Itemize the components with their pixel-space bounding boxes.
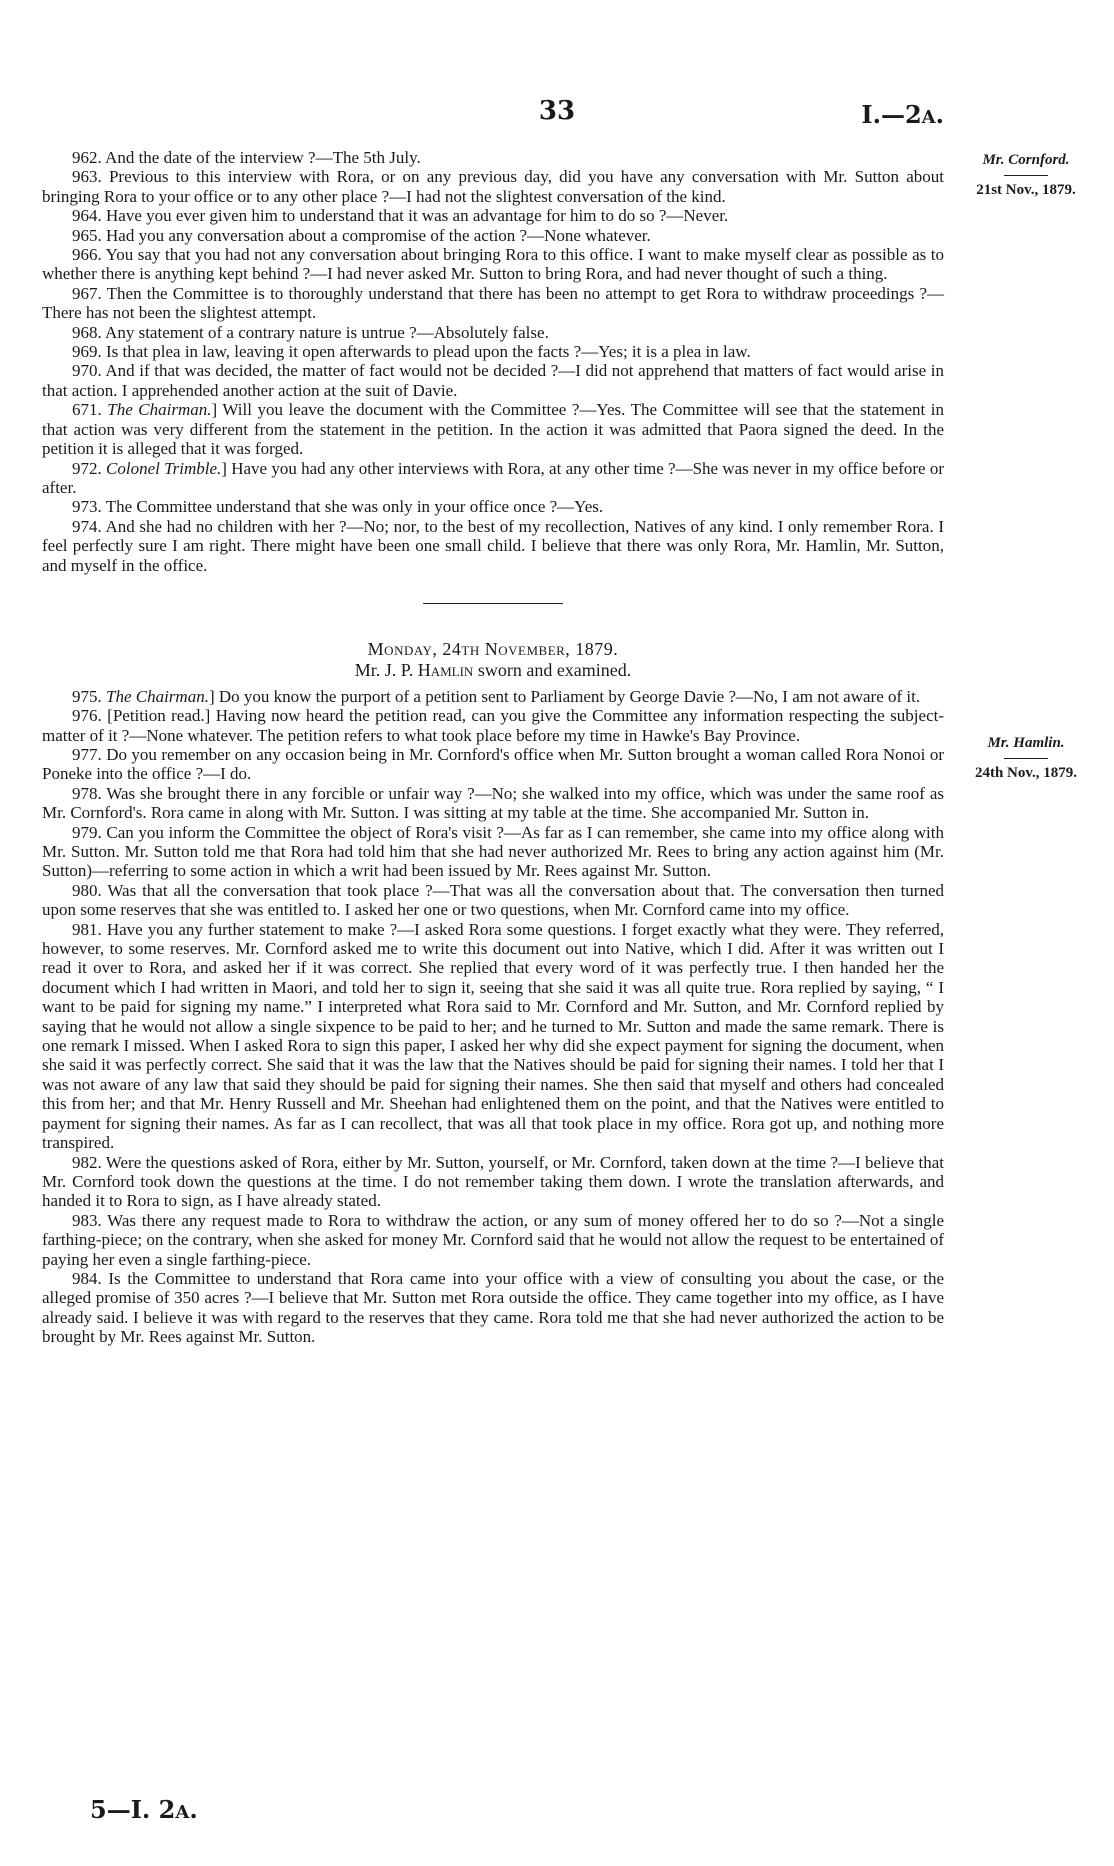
margin-note-divider — [1004, 758, 1048, 759]
evidence-paragraph — [42, 687, 944, 706]
witness-prefix: Mr. J. P. — [354, 660, 418, 681]
evidence-paragraph: 963. Previous to this interview with Rora, or on any previous day, did you have any conversation with Mr. Sutton about bringing Rora to your office or to any other place ?—I had not the slightest conversation of the kind. — [42, 167, 944, 206]
session-cornford — [42, 148, 944, 575]
evidence-paragraph: 970. And if that was decided, the matter of fact would not be decided ?—I did not apprehend that matters of fact would arise in that action. I apprehended another action at the suit of Davie. — [42, 361, 944, 400]
evidence-paragraph: 976. [Petition read.] Having now heard the petition read, can you give the Committee any information respecting the subject-matter of it ?—None whatever. The petition refers to what took place before my time in Hawke's Bay Province. — [42, 706, 944, 745]
evidence-paragraph: 977. Do you remember on any occasion being in Mr. Cornford's office when Mr. Sutton brought a woman called Rora Nonoi or Poneke into the office ?—I do. — [42, 744, 944, 784]
evidence-paragraph: 965. Had you any conversation about a compromise of the action ?—None whatever. — [72, 225, 651, 245]
paragraph-text: ] Will you leave the document with the Committee ?—Yes. The Committee will see that the statement in that action was very different from the statement in the petition. In the action it was admitted that Paora signed the deed. In the petition it is alleged that it was forged. — [42, 400, 944, 459]
margin-note-name: Mr. Hamlin. — [987, 735, 1065, 751]
document-code — [861, 100, 944, 129]
document-code-end: . — [935, 100, 944, 129]
evidence-paragraph: 964. Have you ever given him to understand that it was an advantage for him to do so ?—Never. — [72, 206, 729, 226]
document-code-suffix: A — [921, 107, 936, 128]
section-divider — [423, 603, 563, 604]
evidence-paragraph: 962. And the date of the interview ?—The 5th July. — [72, 148, 421, 167]
evidence-text — [42, 148, 944, 1347]
session-hamlin — [42, 640, 944, 1347]
witness-suffix: sworn and examined. — [473, 660, 632, 681]
evidence-paragraph: 969. Is that plea in law, leaving it open afterwards to plead upon the facts ?—Yes; it is a plea in law. — [72, 342, 751, 362]
speaker-name: Colonel Trimble. — [106, 458, 222, 478]
margin-note-name: Mr. Cornford. — [982, 152, 1070, 168]
question-number: 975. — [72, 686, 106, 706]
evidence-paragraph — [42, 400, 944, 458]
session-date: Monday, 24th November, 1879. — [367, 638, 619, 659]
question-number: 671. — [72, 400, 108, 420]
evidence-paragraph — [42, 459, 944, 498]
speaker-name: The Chairman. — [107, 400, 212, 420]
witness-name: Hamlin — [417, 660, 474, 681]
margin-note-hamlin — [956, 735, 1096, 782]
evidence-paragraph: 978. Was she brought there in any forcible or unfair way ?—No; she walked into my office, which was under the same roof as Mr. Cornford's. Rora came in along with Mr. Sutton. I was sitting at my table at the time. She accompanied Mr. Sutton in. — [42, 783, 944, 823]
margin-note-cornford — [956, 152, 1096, 199]
document-code-main: I.—2 — [861, 100, 922, 129]
evidence-paragraph: 984. Is the Committee to understand that Rora came into your office with a view of consulting you about the case, or the alleged promise of 350 acres ?—I believe that Mr. Sutton met Rora outside the office. They came together into my office, as I have already said. I believe it was with regard to the reserves that they came. Rora told me that she had never authorized the action to be brought by Mr. Rees against Mr. Sutton. — [42, 1268, 944, 1347]
evidence-paragraph: 973. The Committee understand that she was only in your office once ?—Yes. — [72, 497, 604, 517]
paragraph-text: ] Have you had any other interviews with Rora, at any other time ?—She was never in my office before or after. — [42, 458, 944, 497]
speaker-name: The Chairman. — [106, 686, 209, 706]
evidence-paragraph: 980. Was that all the conversation that took place ?—That was all the conversation about that. The conversation then turned upon some reserves that she was entitled to. I asked her one or two questions, when Mr. Cornford came into my office. — [42, 880, 944, 920]
evidence-paragraph: 974. And she had no children with her ?—No; nor, to the best of my recollection, Natives of any kind. I only remember Rora. I feel perfectly sure I am right. There might have been one small child. I believe that there was only Rora, Mr. Hamlin, Mr. Sutton, and myself in the office. — [42, 516, 944, 575]
footer-signature-main: 5—I. 2 — [90, 1795, 176, 1824]
page-number: 33 — [538, 96, 576, 126]
evidence-paragraph: 967. Then the Committee is to thoroughly understand that there has been no attempt to get Rora to withdraw proceedings ?—There has not been the slightest attempt. — [42, 283, 944, 323]
evidence-paragraph: 966. You say that you had not any conversation about bringing Rora to this office. I want to make myself clear as possible as to whether there is anything kept behind ?—I had never asked Mr. Sutton to bring Rora, and had never thought of such a thing. — [42, 245, 944, 284]
margin-note-date: 21st Nov., 1879. — [976, 182, 1076, 198]
footer-signature — [90, 1795, 198, 1824]
evidence-paragraph: 982. Were the questions asked of Rora, either by Mr. Sutton, yourself, or Mr. Cornford, taken down at the time ?—I believe that Mr. Cornford took down the questions at the time. I do not remember taking them down. I wrote the translation afterwards, and handed it to Rora to sign, as I have already stated. — [42, 1152, 944, 1211]
evidence-paragraph: 983. Was there any request made to Rora to withdraw the action, or any sum of money offered her to do so ?—Not a single farthing-piece; on the contrary, when she asked for money Mr. Cornford said that he would not allow the request to be entertained of paying her even a single farthing-piece. — [42, 1210, 944, 1269]
witness-line — [42, 661, 944, 680]
paragraph-text: ] Do you know the purport of a petition sent to Parliament by George Davie ?—No, I am not aware of it. — [208, 686, 921, 706]
question-number: 972. — [72, 458, 107, 478]
evidence-paragraph: 981. Have you any further statement to make ?—I asked Rora some questions. I forget exactly what they were. They referred, however, to some reserves. Mr. Cornford asked me to write this document out into Native, which I did. After it was written out I read it over to Rora, and asked her if it was correct. She replied that every word of it was perfectly true. I then handed her the document which I had written in Maori, and told her to sign it, seeing that she said it was all quite true. Rora replied by saying, “ I want to be paid for signing my name.” I interpreted what Rora said to Mr. Cornford and Mr. Sutton, and Mr. Cornford replied by saying that he would not allow a single sixpence to be paid to her; and he turned to Mr. Sutton and made the same remark. There is one remark I missed. When I asked Rora to sign this paper, I asked her why did she expect payment for signing the document, when she said it was perfectly correct. She said that it was the law that the Natives should be paid for signing their names. I told her that I was not aware of any law that said they should be paid for signing their names. She then said that myself and others had concealed this from her; and that Mr. Henry Russell and Mr. Sheehan had enlightened them on the point, and that the Natives were entitled to payment for signing their names. As far as I can recollect, that was all that took place in my office. Rora got up, and nothing more transpired. — [42, 919, 944, 1153]
footer-signature-suffix: A — [175, 1802, 190, 1823]
evidence-paragraph: 968. Any statement of a contrary nature is untrue ?—Absolutely false. — [72, 322, 549, 342]
evidence-paragraph: 979. Can you inform the Committee the object of Rora's visit ?—As far as I can remember, she came into my office along with Mr. Sutton. Mr. Sutton told me that Rora had told him that she had never authorized Mr. Rees to bring any action against him (Mr. Sutton)—referring to some action in which a writ had been issued by Mr. Rees against Mr. Sutton. — [42, 822, 944, 881]
margin-note-divider — [1004, 175, 1048, 176]
margin-note-date: 24th Nov., 1879. — [974, 765, 1078, 781]
footer-signature-end: . — [189, 1795, 198, 1824]
